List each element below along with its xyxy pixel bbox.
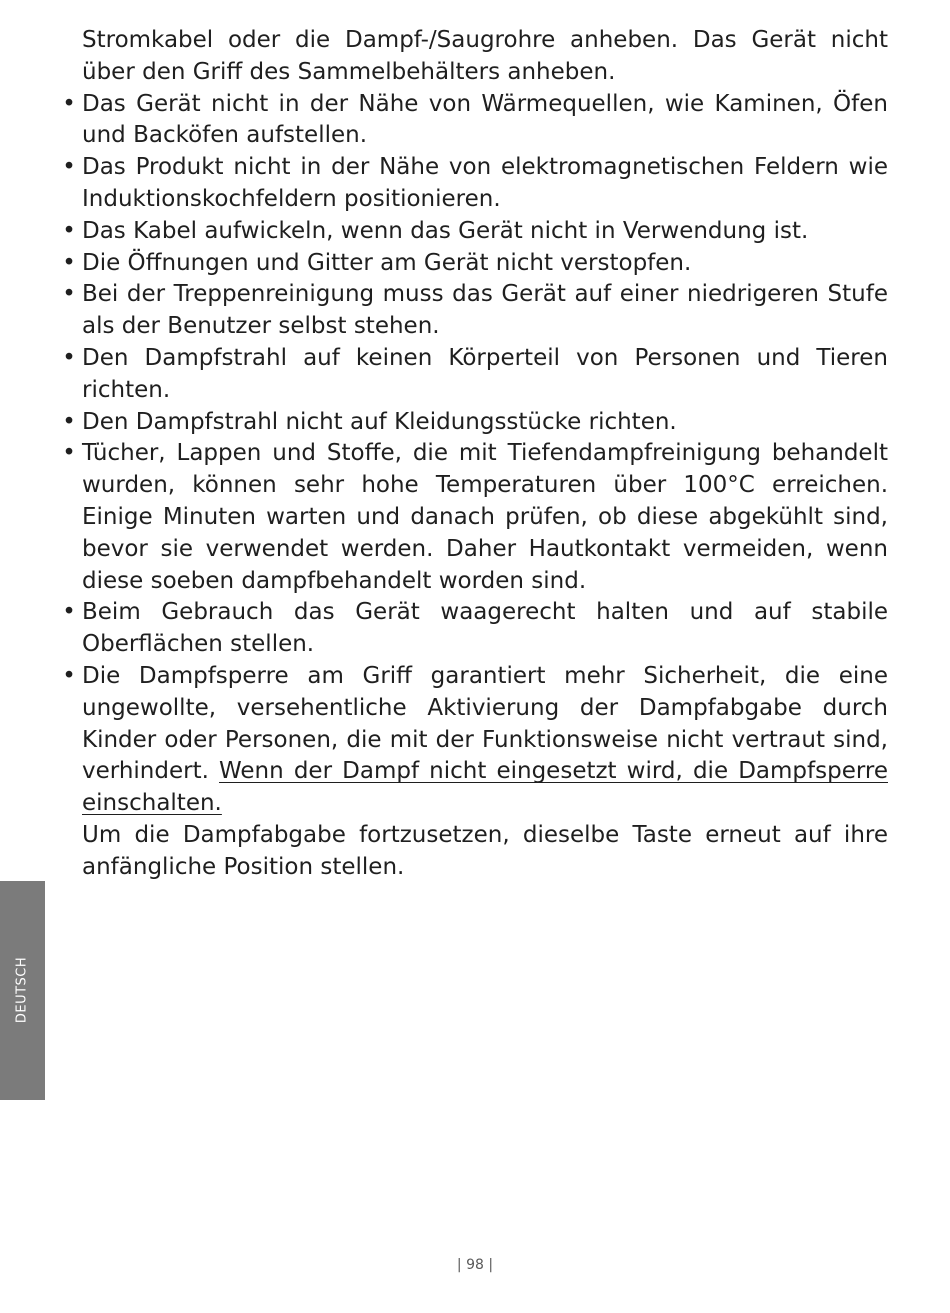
bullet-icon: • bbox=[62, 662, 76, 689]
bullet-icon: • bbox=[62, 440, 76, 467]
intro-paragraph: Stromkabel oder die Dampf-/Saugrohre anheben. Das Gerät nicht über den Griff des Sammelbehälters anheben. bbox=[82, 27, 888, 85]
list-item-text: Den Dampfstrahl nicht auf Kleidungsstücke richten. bbox=[82, 408, 677, 435]
bullet-icon: • bbox=[62, 408, 76, 435]
list-item bbox=[60, 407, 888, 439]
list-item-text: Die Öffnungen und Gitter am Gerät nicht verstopfen. bbox=[82, 249, 692, 276]
list-item bbox=[60, 248, 888, 280]
list-item-text: Den Dampfstrahl auf keinen Körperteil von Personen und Tieren richten. bbox=[82, 344, 888, 403]
bullet-icon: • bbox=[62, 217, 76, 244]
page-number: | 98 | bbox=[456, 1257, 494, 1273]
closing-paragraph: Um die Dampfabgabe fortzusetzen, dieselbe Taste erneut auf ihre anfängliche Position stellen. bbox=[82, 821, 888, 880]
bullet-icon: • bbox=[62, 281, 76, 308]
bullet-icon: • bbox=[62, 90, 76, 117]
bullet-icon: • bbox=[62, 599, 76, 626]
underlined-instruction: Wenn der Dampf nicht eingesetzt wird, die Dampfsperre einschalten. bbox=[82, 758, 888, 817]
list-item-text: Beim Gebrauch das Gerät waagerecht halten und auf stabile Oberflächen stellen. bbox=[82, 599, 888, 658]
list-item-text: Das Gerät nicht in der Nähe von Wärmequellen, wie Kaminen, Öfen und Backöfen aufstellen. bbox=[82, 90, 888, 149]
bullet-icon: • bbox=[62, 154, 76, 181]
list-item-steam-lock bbox=[60, 661, 888, 820]
list-item bbox=[60, 152, 888, 216]
language-tab-label: DEUTSCH bbox=[14, 956, 30, 1024]
list-item bbox=[60, 438, 888, 597]
list-item-text: Tücher, Lappen und Stoffe, die mit Tiefendampfreinigung behandelt wurden, können sehr hohe Temperaturen über 100°C erreichen. Einige Minuten warten und danach prüfen, ob diese abgekühlt sind, bevor sie verwendet werden. Daher Hautkontakt vermeiden, wenn diese soeben dampfbehandelt worden sind. bbox=[82, 440, 888, 594]
list-item-text: Bei der Treppenreinigung muss das Gerät auf einer niedrigeren Stufe als der Benutzer selbst stehen. bbox=[82, 281, 888, 340]
list-item-text: Das Produkt nicht in der Nähe von elektromagnetischen Feldern wie Induktionskochfeldern positionieren. bbox=[82, 154, 888, 212]
page-body bbox=[60, 25, 888, 884]
list-item bbox=[60, 343, 888, 407]
list-item-text: Die Dampfsperre am Griff garantiert mehr Sicherheit, die eine ungewollte, versehentliche Aktivierung der Dampfabgabe durch Kinder oder Personen, die mit der Funktionsweise nicht vertraut sind, verhindert. bbox=[82, 662, 888, 785]
list-item bbox=[60, 216, 888, 248]
bullet-icon: • bbox=[62, 344, 76, 371]
safety-list bbox=[60, 89, 888, 820]
list-item bbox=[60, 279, 888, 343]
list-item bbox=[60, 89, 888, 153]
list-item bbox=[60, 597, 888, 661]
bullet-icon: • bbox=[62, 249, 76, 276]
list-item-text: Das Kabel aufwickeln, wenn das Gerät nicht in Verwendung ist. bbox=[82, 217, 809, 244]
